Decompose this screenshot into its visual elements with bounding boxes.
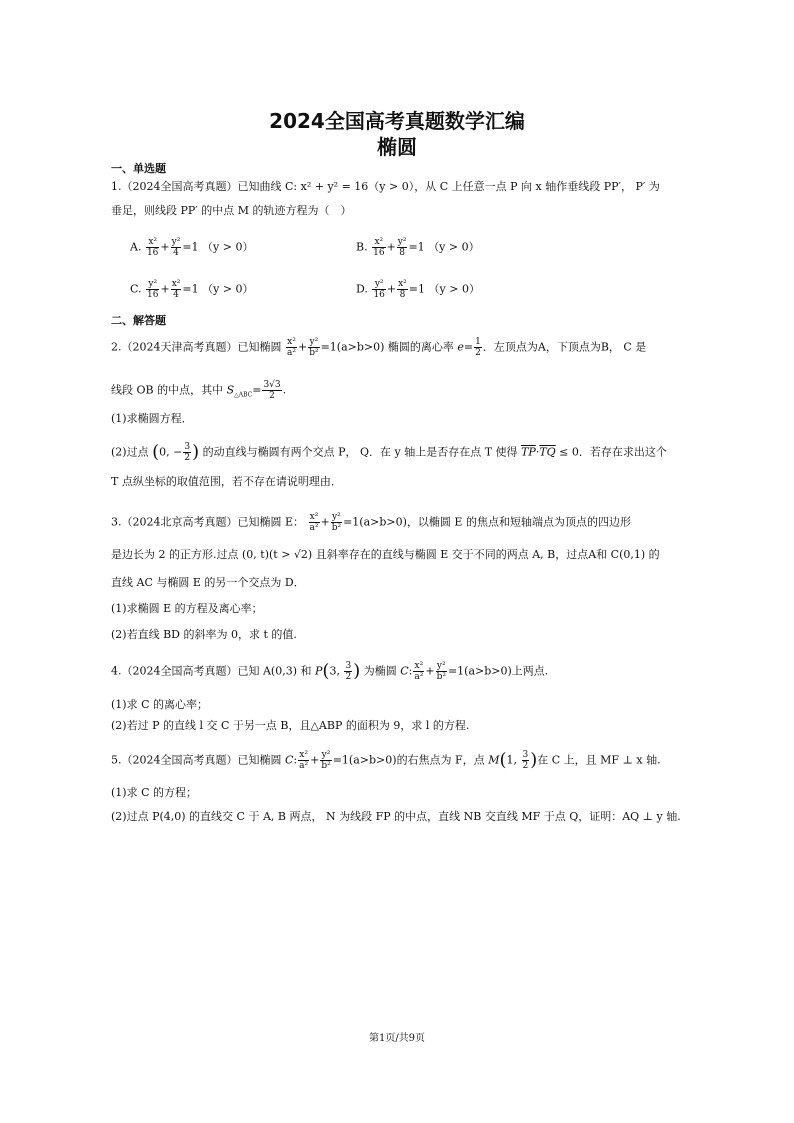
question-3-line-2: 是边长为 2 的正方形.过点 (0, t)(t > √2) 且斜率存在的直线与椭圆 E 交于不同的两点 A, B，过点A和 C(0,1) 的 bbox=[111, 548, 660, 561]
page-subtitle: 椭圆 bbox=[377, 135, 417, 159]
question-4-line-1: 4.（2024全国高考真题）已知 A(0,3) 和 P(3, $\frac{3}{2}$ ) 为椭圆 C: $\frac{\text{x²}}{\text{a²}}$ + $\frac{\text{y²}}{\text{b²}}$ =1(a>b>0)上两点. bbox=[111, 660, 549, 682]
question-4-part-1: (1)求 C 的离心率； bbox=[111, 698, 208, 711]
question-4-part-2: (2)若过 P 的直线 l 交 C 于另一点 B，且△ABP 的面积为 9，求 l 的方程. bbox=[111, 719, 470, 732]
question-2-part-2-cont: T 点纵坐标的取值范围，若不存在请说明理由． bbox=[111, 475, 342, 488]
question-1-option-c[interactable]: C. $\frac{\text{y²}}{16}$ + $\frac{\text{x²}}{4}$ =1 （y > 0） bbox=[130, 279, 254, 300]
question-5-line-1: 5.（2024全国高考真题）已知椭圆 C: $\frac{\text{x²}}{\text{a²}}$ + $\frac{\text{y²}}{\text{b²}}$ =1(a>b>0)的右焦点为 F，点 M(1, $\frac{3}{2}$ )在 C 上，且 MF ⊥ x 轴. bbox=[111, 749, 661, 771]
question-3-line-1: 3.（2024北京高考真题）已知椭圆 E： $\frac{\text{x²}}{\text{a²}}$ + $\frac{\text{y²}}{\text{b²}}$ =1(a>b>0)，以椭圆 E 的焦点和短轴端点为顶点的四边形 bbox=[111, 512, 631, 533]
question-3-line-3: 直线 AC 与椭圆 E 的另一个交点为 D． bbox=[111, 576, 305, 589]
question-1-option-a[interactable]: A. $\frac{\text{x²}}{16}$ + $\frac{\text{y²}}{4}$ =1 （y > 0） bbox=[130, 237, 254, 258]
page-title: 2024全国高考真题数学汇编 bbox=[269, 109, 525, 133]
section-heading-answer: 二、解答题 bbox=[111, 314, 166, 327]
question-1-option-b[interactable]: B. $\frac{\text{x²}}{16}$ + $\frac{\text{y²}}{8}$ =1 （y > 0） bbox=[356, 237, 480, 258]
section-heading-single-choice: 一、单选题 bbox=[111, 162, 166, 175]
question-1-line-2: 垂足，则线段 PP′ 的中点 M 的轨迹方程为（ ） bbox=[111, 204, 352, 217]
page-footer: 第1页/共9页 bbox=[368, 1033, 426, 1044]
question-5-part-1: (1)求 C 的方程； bbox=[111, 786, 197, 799]
question-1-option-d[interactable]: D. $\frac{\text{y²}}{16}$ + $\frac{\text{x²}}{8}$ =1 （y > 0） bbox=[356, 279, 480, 300]
question-5-part-2: (2)过点 P(4,0) 的直线交 C 于 A, B 两点， N 为线段 FP 的中点，直线 NB 交直线 MF 于点 Q，证明：AQ ⊥ y 轴. bbox=[111, 810, 681, 823]
question-3-part-1: (1)求椭圆 E 的方程及离心率； bbox=[111, 602, 263, 615]
question-2-part-1: (1)求椭圆方程． bbox=[111, 412, 193, 425]
question-2-line-2: 线段 OB 的中点，其中 $S_{\triangle ABC}=$ $\frac{3√3}{2}$ . bbox=[111, 380, 287, 401]
question-2-line-1: 2.（2024天津高考真题）已知椭圆 $\frac{\text{x²}}{\text{a²}}$ + $\frac{\text{y²}}{\text{b²}}$ =1(a>b>0) 椭圆的离心率 e= $\frac{1}{2}$ ．左顶点为A，下顶点为B， C 是 bbox=[111, 337, 647, 358]
question-2-part-2: (2)过点 (0, − $\frac{3}{2}$ ) 的动直线与椭圆有两个交点 P， Q．在 y 轴上是否存在点 T 使得 $\overline{TP}\cdot\overline{TQ} \le 0$．若存在求出这个 bbox=[111, 441, 667, 463]
question-1-line-1: 1.（2024全国高考真题）已知曲线 C: x² + y² = 16（y > 0），从 C 上任意一点 P 向 x 轴作垂线段 PP′， P′ 为 bbox=[111, 180, 660, 193]
question-3-part-2: (2)若直线 BD 的斜率为 0，求 t 的值. bbox=[111, 628, 297, 641]
